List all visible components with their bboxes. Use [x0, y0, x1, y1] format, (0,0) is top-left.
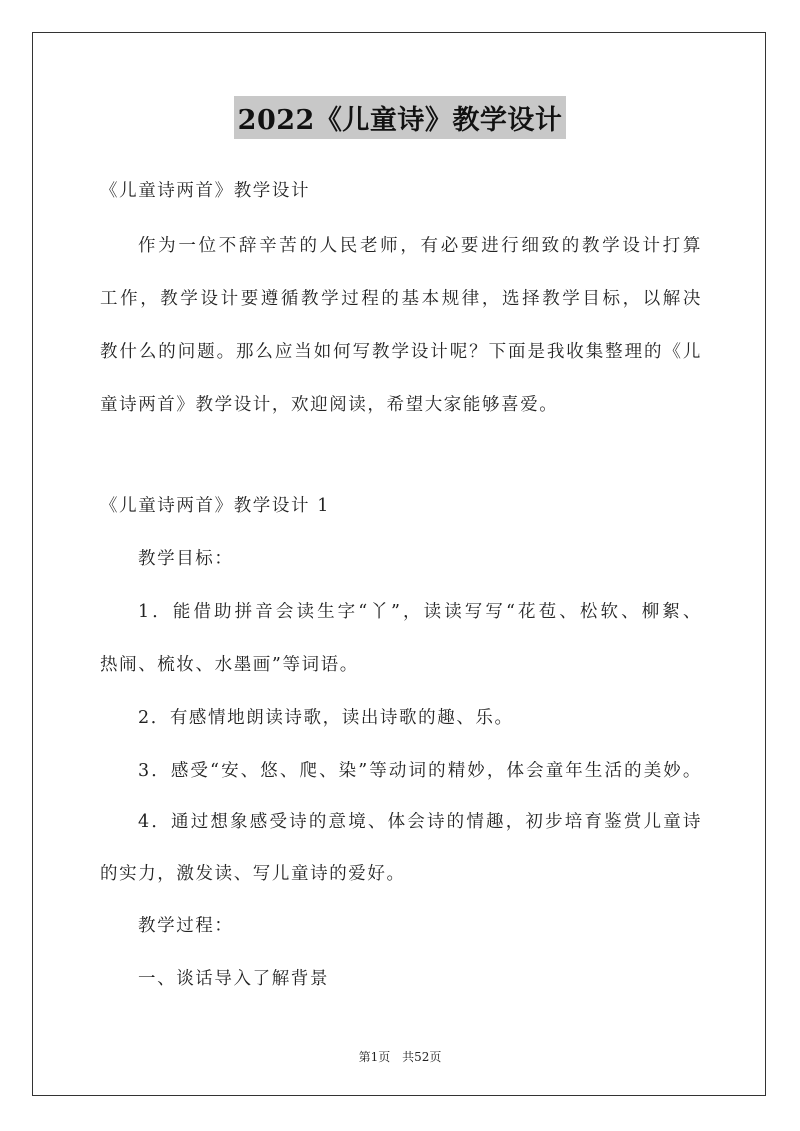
page-footer — [0, 1048, 800, 1065]
document-subtitle: 《儿童诗两首》教学设计 — [100, 181, 311, 201]
intro-line-4: 童诗两首》教学设计，欢迎阅读，希望大家能够喜爱。 — [100, 395, 559, 415]
intro-line-2: 工作，教学设计要遵循教学过程的基本规律，选择教学目标，以解决 — [100, 289, 702, 309]
page-total: 共52页 — [402, 1050, 442, 1064]
process-heading: 教学过程： — [138, 916, 234, 936]
intro-line-1: 作为一位不辞辛苦的人民老师，有必要进行细致的教学设计打算 — [138, 236, 702, 256]
document-title-wrap — [0, 96, 800, 139]
goal-line-4: 3．感受“安、悠、爬、染”等动词的精妙，体会童年生活的美妙。 — [138, 761, 702, 781]
step-1-heading: 一、谈话导入了解背景 — [138, 969, 329, 989]
goal-line-2: 热闹、梳妆、水墨画”等词语。 — [100, 655, 359, 675]
page-number: 第1页 — [358, 1050, 391, 1064]
goal-line-1: 1．能借助拼音会读生字“丫”，读读写写“花苞、松软、柳絮、 — [138, 602, 702, 622]
document-title: 2022《儿童诗》教学设计 — [234, 96, 567, 139]
intro-line-3: 教什么的问题。那么应当如何写教学设计呢？下面是我收集整理的《儿 — [100, 342, 702, 362]
goal-line-5: 4．通过想象感受诗的意境、体会诗的情趣，初步培育鉴赏儿童诗 — [138, 812, 702, 832]
goals-heading: 教学目标： — [138, 549, 234, 569]
goal-line-6: 的实力，激发读、写儿童诗的爱好。 — [100, 864, 406, 884]
goal-line-3: 2．有感情地朗读诗歌，读出诗歌的趣、乐。 — [138, 708, 514, 728]
section-heading: 《儿童诗两首》教学设计 1 — [100, 496, 330, 516]
